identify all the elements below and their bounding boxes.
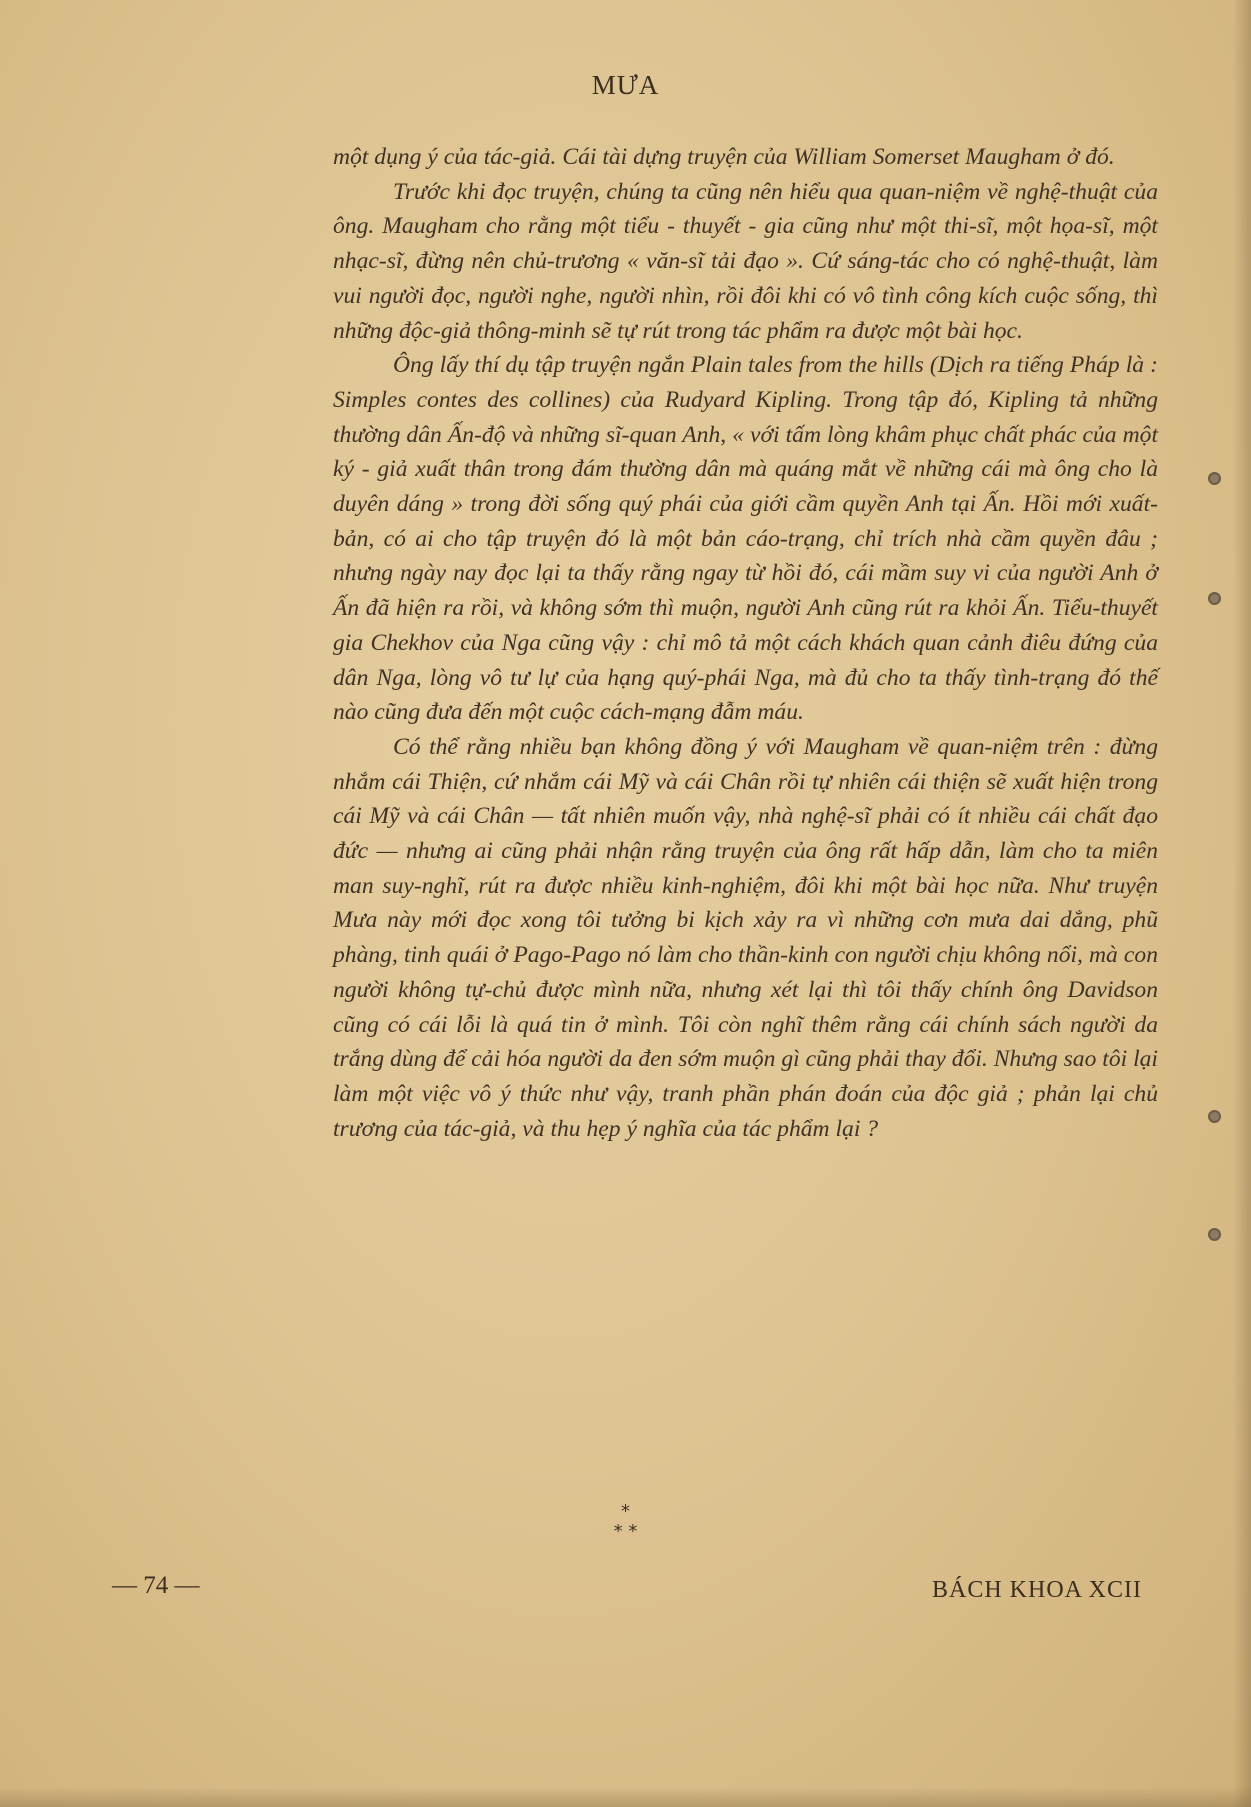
section-separator — [0, 1502, 1251, 1542]
magazine-issue-title: BÁCH KHOA XCII — [931, 1577, 1142, 1603]
paragraph: Trước khi đọc truyện, chúng ta cũng nên hiểu qua quan-niệm về nghệ-thuật của ông. Maugham cho rằng một tiểu - thuyết - gia cũng như một thi-sĩ, một họa-sĩ, một nhạc-sĩ, đừng nên chủ-trương « văn-sĩ tải đạo ». Cứ sáng-tác cho có nghệ-thuật, làm vui người đọc, người nghe, người nhìn, rồi đôi khi có vô tình công kích cuộc sống, thì những độc-giả thông-minh sẽ tự rút trong tác phẩm ra được một bài học. — [333, 178, 1158, 344]
paragraph: Ông lấy thí dụ tập truyện ngắn Plain tales from the hills (Dịch ra tiếng Pháp là : Simples contes des collines) của Rudyard Kipling. Trong tập đó, Kipling tả những thường dân Ấn-độ và những sĩ-quan Anh, « với tấm lòng khâm phục chất phác của một ký - giả xuất thân trong đám thường dân mà quáng mắt về những cái mà ông cho là duyên dáng » trong đời sống quý phái của giới cầm quyền Anh tại Ấn. Hồi mới xuất-bản, có ai cho tập truyện đó là một bản cáo-trạng, chỉ trích nhà cầm quyền đâu ; nhưng ngày nay đọc lại ta thấy rằng ngay từ hồi đó, cái mầm suy vi của người Anh ở Ấn đã hiện ra rồi, và không sớm thì muộn, người Anh cũng rút ra khỏi Ấn. Tiểu-thuyết gia Chekhov của Nga cũng vậy : chỉ mô tả một cách khách quan cảnh điêu đứng của dân Nga, lòng vô tư lự của hạng quý-phái Nga, mà đủ cho ta thấy tình-trạng đó thế nào cũng đưa đến một cuộc cách-mạng đẫm máu. — [333, 352, 1158, 726]
article-body — [333, 140, 1158, 1146]
binding-hole-mark — [1208, 592, 1221, 605]
separator-stars-bottom: * * — [613, 1521, 638, 1542]
page-number: — 74 — — [112, 1572, 200, 1599]
page-bottom-shadow — [0, 1787, 1251, 1807]
paragraph: Có thể rằng nhiều bạn không đồng ý với Maugham về quan-niệm trên : đừng nhắm cái Thiện, cứ nhắm cái Mỹ và cái Chân rồi tự nhiên cái thiện sẽ xuất hiện trong cái Mỹ và cái Chân — tất nhiên muốn vậy, nhà nghệ-sĩ phải có ít nhiều cái chất đạo đức — nhưng ai cũng phải nhận rằng truyện của ông rất hấp dẫn, làm cho ta miên man suy-nghĩ, rút ra được nhiều kinh-nghiệm, đôi khi một bài học nữa. Như truyện Mưa này mới đọc xong tôi tưởng bi kịch xảy ra vì những cơn mưa dai dẳng, phũ phàng, tinh quái ở Pago-Pago nó làm cho thần-kinh con người chịu không nổi, mà con người không tự-chủ được mình nữa, nhưng xét lại thì tôi thấy chính ông Davidson cũng có cái lỗi là quá tin ở mình. Tôi còn nghĩ thêm rằng cái chính sách người da trắng dùng để cải hóa người da đen sớm muộn gì cũng phải thay đổi. Nhưng sao tôi lại làm một việc vô ý thức như vậy, tranh phần phán đoán của độc giả ; phản lại chủ trương của tác-giả, và thu hẹp ý nghĩa của tác phẩm lại ? — [333, 733, 1158, 1142]
paragraph-continuation: một dụng ý của tác-giả. Cái tài dựng truyện của William Somerset Maugham ở đó. — [333, 144, 1115, 170]
binding-hole-mark — [1208, 1110, 1221, 1123]
binding-hole-mark — [1208, 472, 1221, 485]
running-head: MƯA — [591, 70, 660, 100]
separator-star-top: * — [621, 1501, 630, 1522]
binding-hole-mark — [1208, 1228, 1221, 1241]
